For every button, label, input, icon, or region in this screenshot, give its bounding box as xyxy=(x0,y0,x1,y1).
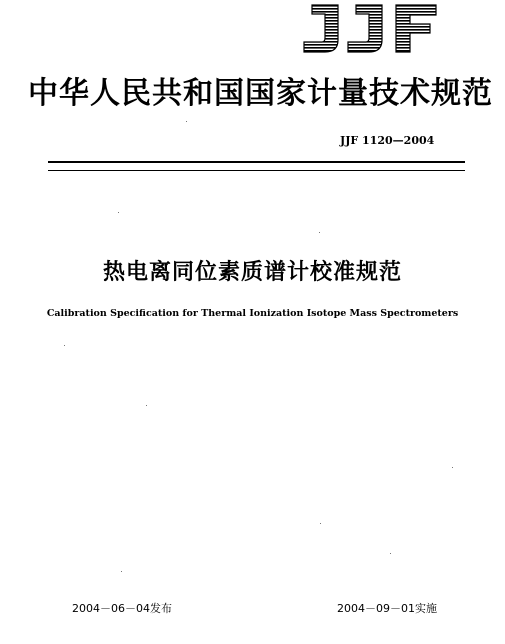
scan-speck xyxy=(319,232,320,233)
jjf-logo xyxy=(298,2,440,54)
series-title: 中华人民共和国国家计量技术规范 xyxy=(28,76,493,111)
scan-speck xyxy=(320,523,321,524)
chinese-title: 热电离同位素质谱计校准规范 xyxy=(102,260,402,285)
issue-date: 2004－06－04发布 xyxy=(72,602,172,615)
header-rule-thin xyxy=(48,170,465,171)
scan-speck xyxy=(452,467,453,468)
header-rule-thick xyxy=(48,161,465,163)
scan-speck xyxy=(64,345,65,346)
scan-speck xyxy=(118,212,119,213)
scan-speck xyxy=(121,571,122,572)
scan-speck xyxy=(186,121,187,122)
english-title: Calibration Specification for Thermal Ionization Isotope Mass Spectrometers xyxy=(46,308,459,319)
scan-speck xyxy=(390,553,391,554)
implement-date: 2004－09－01实施 xyxy=(337,602,437,615)
scan-speck xyxy=(146,405,147,406)
document-number: JJF 1120—2004 xyxy=(340,134,435,147)
